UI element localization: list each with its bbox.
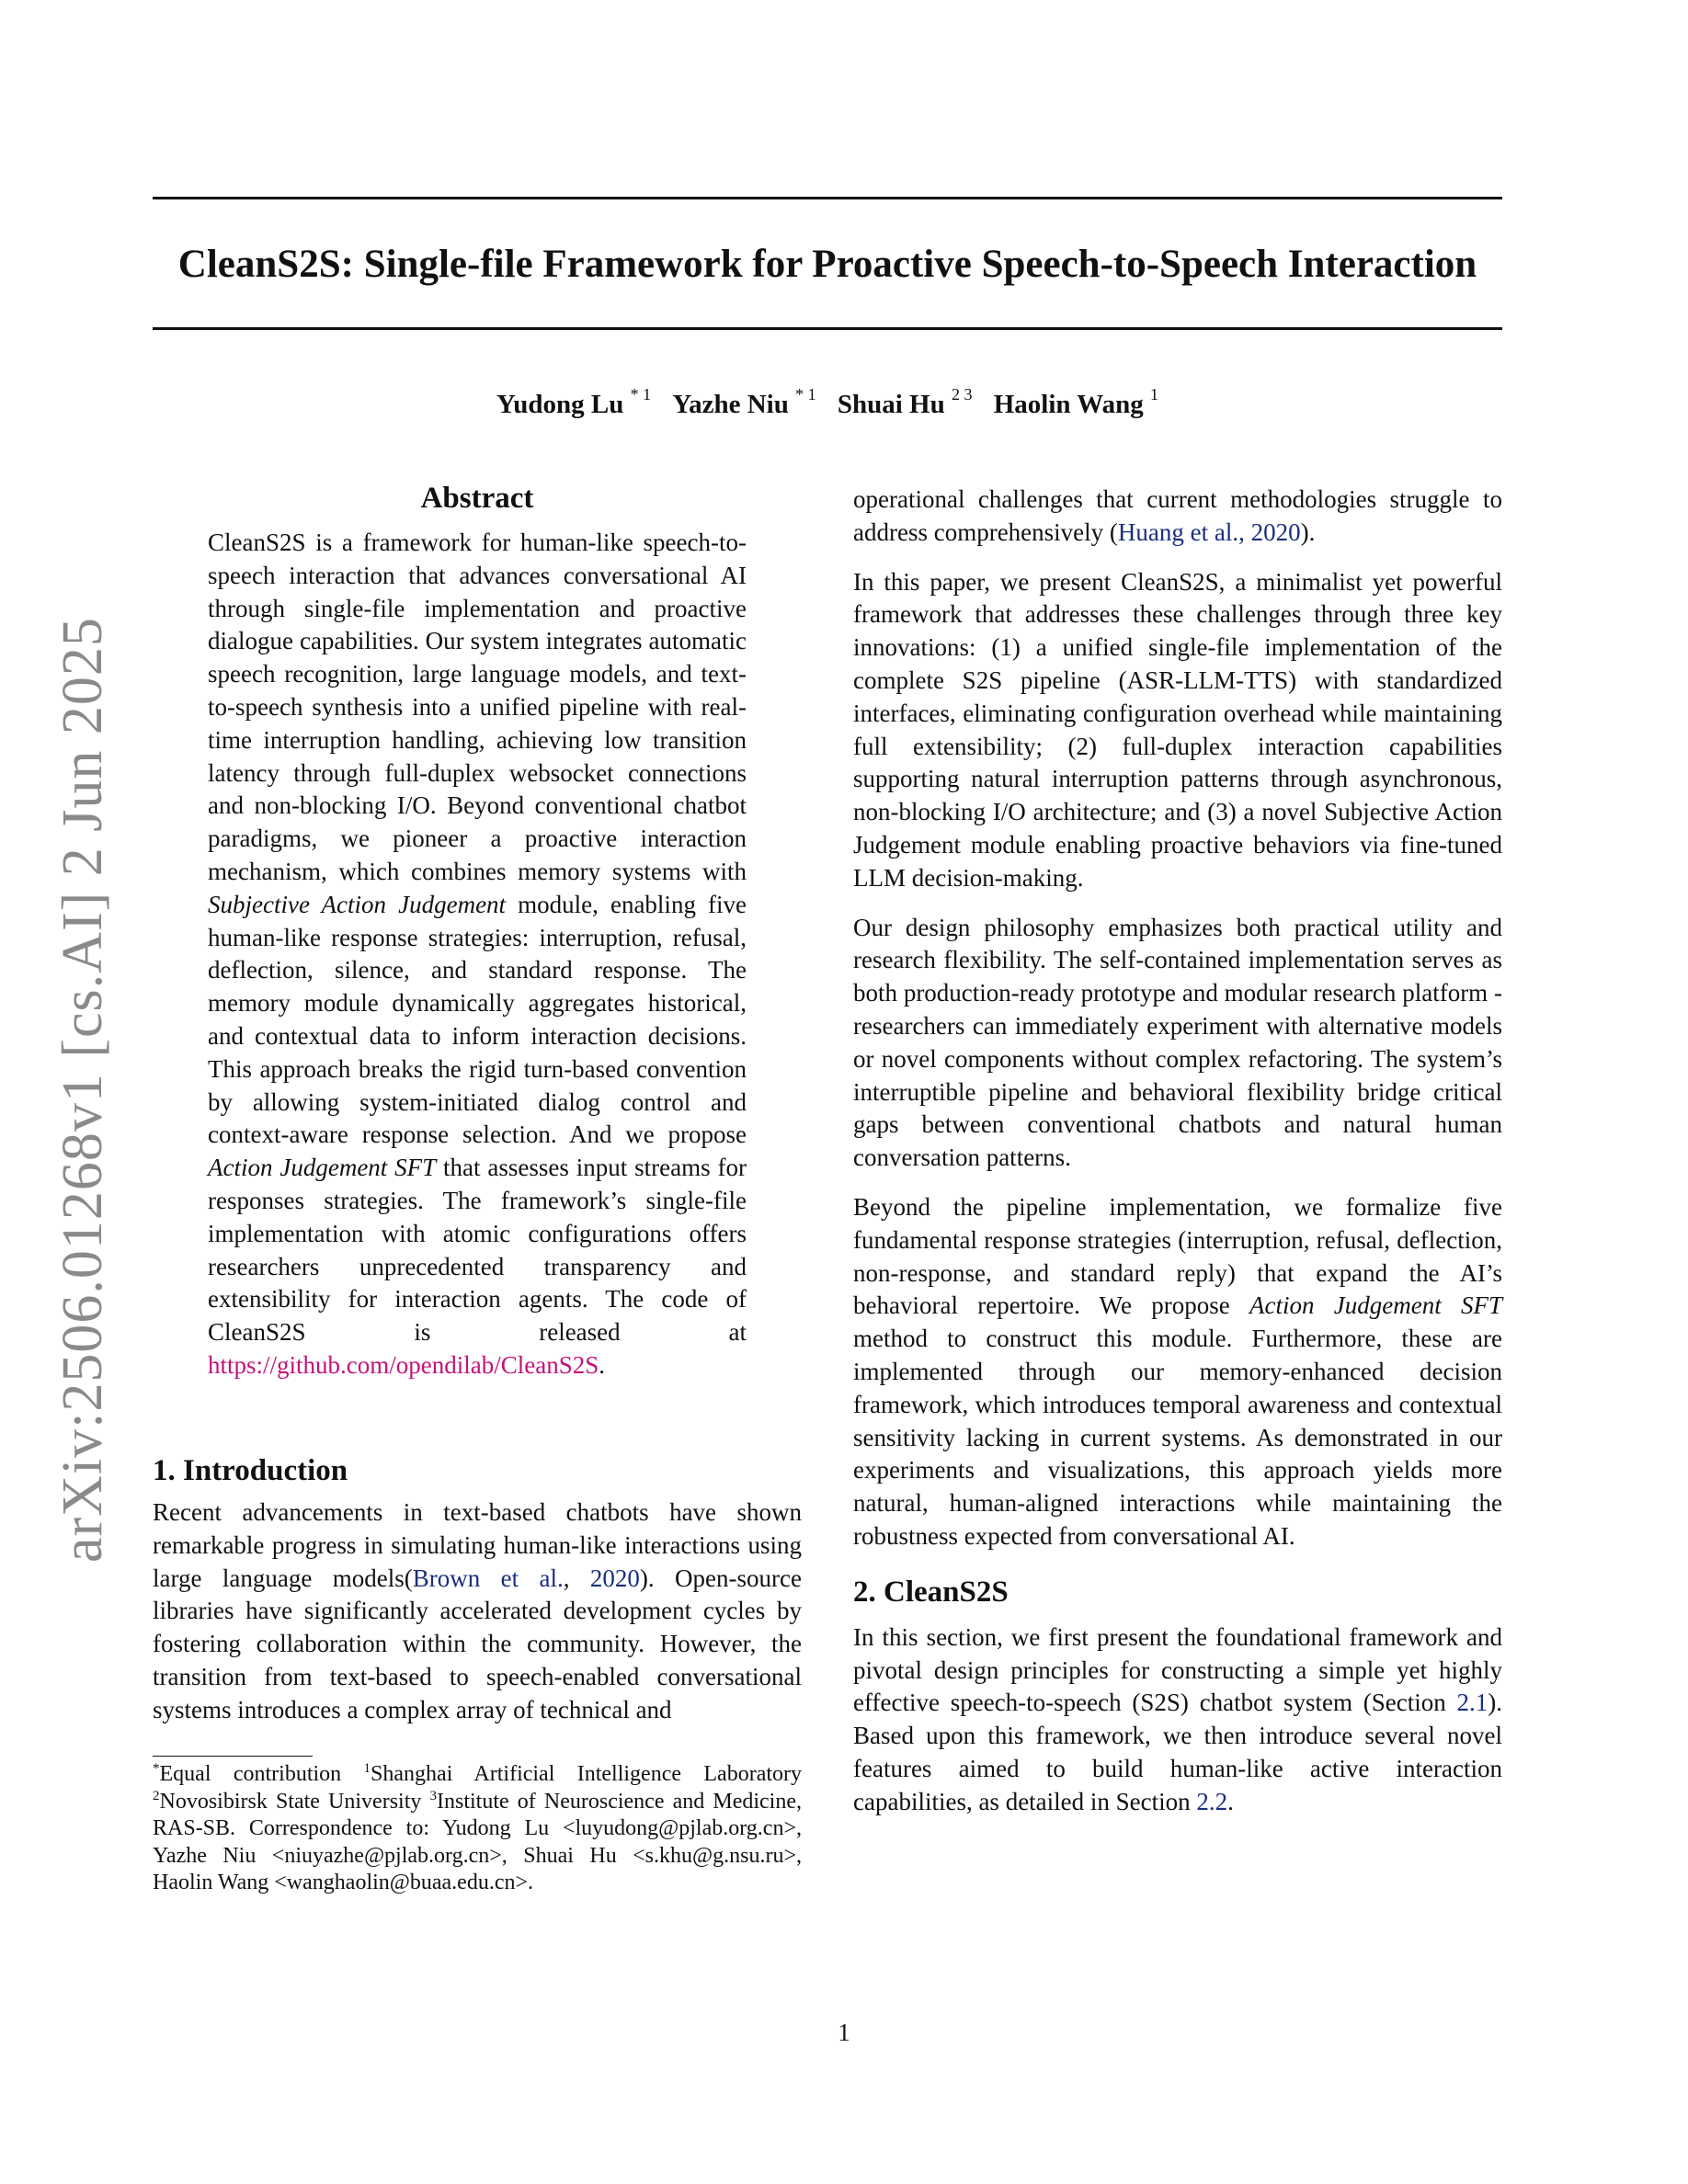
abstract-heading: Abstract <box>420 482 534 515</box>
body-paragraph: Our design philosophy emphasizes both practical utility and research flexibility. The self-contained implementation serves as both production-ready prototype and modular research platform - researchers can immediately experiment with alternative models or novel components without complex refactoring. The system’s interruptible pipeline and behavioral flexibility bridge critical gaps between conventional chatbots and natural human conversation patterns. <box>853 913 1502 1172</box>
abstract-emphasis: Subjective Action Judgement <box>208 890 507 918</box>
body-text-run: In this section, we first present the foundational framework and pivotal design principles for constructing a simple yet highly effective speech-to-speech (S2S) chatbot system (Section <box>853 1622 1502 1717</box>
abstract-text-run: . <box>599 1350 605 1379</box>
body-text-run: Beyond the pipeline implementation, we formalize five fundamental response strategies (interruption, refusal, deflection, non-response, and standard reply) that expand the AI’s behavioral repertoire. We propose <box>853 1192 1502 1320</box>
abstract-text-run: CleanS2S is a framework for human-like speech-to-speech interaction that advances conversational AI through single-file implementation and proactive dialogue capabilities. Our system integrates automatic speech recognition, large language models, and text-to-speech synthesis into a unified pipeline with real-time interruption handling, achieving low transition latency through full-duplex websocket connections and non-blocking I/O. Beyond conventional chatbot paradigms, we pioneer a proactive interaction mechanism, which combines memory systems with <box>208 529 747 885</box>
citation-link[interactable] <box>413 1564 564 1592</box>
body-paragraph: In this paper, we present CleanS2S, a minimalist yet powerful framework that addresses these challenges through three key innovations: (1) a unified single-file implementation of the complete S2S pipeline (ASR-LLM-TTS) with standardized interfaces, eliminating configuration overhead while maintaining full extensibility; (2) full-duplex interaction capabilities supporting natural interruption patterns through asynchronous, non-blocking I/O architecture; and (3) a novel Subjective Action Judgement module enabling proactive behaviors via fine-tuned LLM decision-making. <box>853 567 1502 892</box>
footnote <box>153 1761 802 1897</box>
abstract-text-run: module, enabling five human-like response strategies: interruption, refusal, deflection, silence, and standard response. The memory module dynamically aggregates historical, and contextual data to inform interaction decisions. This approach breaks the rigid turn-based convention by allowing system-initiated dialog control and context-aware response selection. And we propose <box>208 890 747 1149</box>
footnote-mark: 3 <box>429 1788 437 1803</box>
author <box>496 385 652 419</box>
title-rule-bottom <box>153 327 1502 330</box>
abstract-text <box>208 527 747 1382</box>
introduction-section <box>153 1449 802 1727</box>
body-paragraph <box>853 1621 1502 1819</box>
body-text-run: ). <box>1300 518 1316 546</box>
page-number: 1 <box>838 2019 850 2046</box>
abstract-section <box>208 475 747 1382</box>
right-column <box>853 483 1502 1835</box>
author-affiliation-marks: * 1 <box>630 385 652 404</box>
footnote-mark: 1 <box>363 1761 371 1776</box>
arxiv-identifier-stamp: arXiv:2506.01268v1 [cs.AI] 2 Jun 2025 <box>51 617 114 1563</box>
author-name: Haolin Wang <box>993 390 1144 419</box>
section-ref-link[interactable]: 2.2 <box>1196 1787 1228 1815</box>
abstract-text-run: that assesses input streams for responses strategies. The framework’s single-file implementation with atomic configurations offers researchers unprecedented transparency and extensibility for interaction agents. The code of CleanS2S is released at <box>208 1154 747 1347</box>
body-text-run: . <box>1227 1787 1234 1815</box>
body-text-run: method to construct this module. Furthermore, these are implemented through our memory-enhanced decision framework, which introduces temporal awareness and contextual sensitivity lacking in current systems. As demonstrated in our experiments and visualizations, this approach yields more natural, human-aligned interactions while maintaining the robustness expected from conversational AI. <box>853 1325 1502 1550</box>
author <box>837 385 973 419</box>
section-2-heading: 2. CleanS2S <box>853 1575 1009 1609</box>
author-name: Shuai Hu <box>837 390 945 419</box>
author-affiliation-marks: * 1 <box>795 385 816 404</box>
abstract-emphasis: Action Judgement SFT <box>208 1154 437 1182</box>
intro-text-run: Recent advancements in text-based chatbots have shown remarkable progress in simulating human-like interactions using large language models( <box>153 1498 802 1592</box>
title-rule-top <box>153 197 1502 199</box>
footnote-text: Equal contribution <box>159 1762 364 1786</box>
section-ref-link[interactable]: 2.1 <box>1456 1689 1488 1717</box>
footnote-mark: * <box>153 1761 160 1776</box>
introduction-heading: 1. Introduction <box>153 1454 348 1487</box>
footnote-rule <box>153 1756 313 1757</box>
introduction-paragraph <box>153 1496 802 1727</box>
author-name: Yudong Lu <box>496 390 624 419</box>
body-text-run: operational challenges that current methodologies struggle to address comprehensively ( <box>853 485 1502 546</box>
author-name: Yazhe Niu <box>672 390 789 419</box>
intro-text-run: , <box>563 1564 590 1592</box>
author-affiliation-marks: 2 3 <box>951 385 973 404</box>
body-paragraph <box>853 483 1502 550</box>
citation-link[interactable]: Huang et al., 2020 <box>1117 518 1301 546</box>
author <box>993 385 1159 419</box>
author-affiliation-marks: 1 <box>1150 385 1159 404</box>
footnote-mark: 2 <box>153 1788 160 1803</box>
author <box>672 385 816 419</box>
citation-author: Brown et al. <box>412 1564 564 1592</box>
citation-year-link[interactable]: 2020 <box>589 1564 640 1592</box>
github-link[interactable]: https://github.com/opendilab/CleanS2S <box>208 1350 599 1379</box>
footnote-text: Institute of Neuroscience and Medicine, RAS-SB. Correspondence to: Yudong Lu <luyudong@pjlab.org.cn>, Yazhe Niu <niuyazhe@pjlab.org.cn>, Shuai Hu <s.khu@g.nsu.ru>, Haolin Wang <wanghaolin@buaa.edu.cn>. <box>153 1789 802 1895</box>
footnote-text: Novosibirsk State University <box>159 1789 430 1814</box>
paper-title: CleanS2S: Single-file Framework for Proactive Speech-to-Speech Interaction <box>177 243 1477 286</box>
body-emphasis: Action Judgement SFT <box>1249 1291 1502 1320</box>
intro-text-run: ). Open-source libraries have significantly accelerated development cycles by fostering collaboration within the community. However, the transition from text-based to speech-enabled conversational systems introduces a complex array of technical and <box>153 1564 802 1723</box>
author-list <box>153 386 1502 423</box>
body-paragraph <box>853 1191 1502 1553</box>
footnote-text: Shanghai Artificial Intelligence Laboratory <box>371 1762 803 1786</box>
body-text-run: ). Based upon this framework, we then introduce several novel features aimed to build human-like active interaction capabilities, as detailed in Section <box>853 1689 1502 1815</box>
